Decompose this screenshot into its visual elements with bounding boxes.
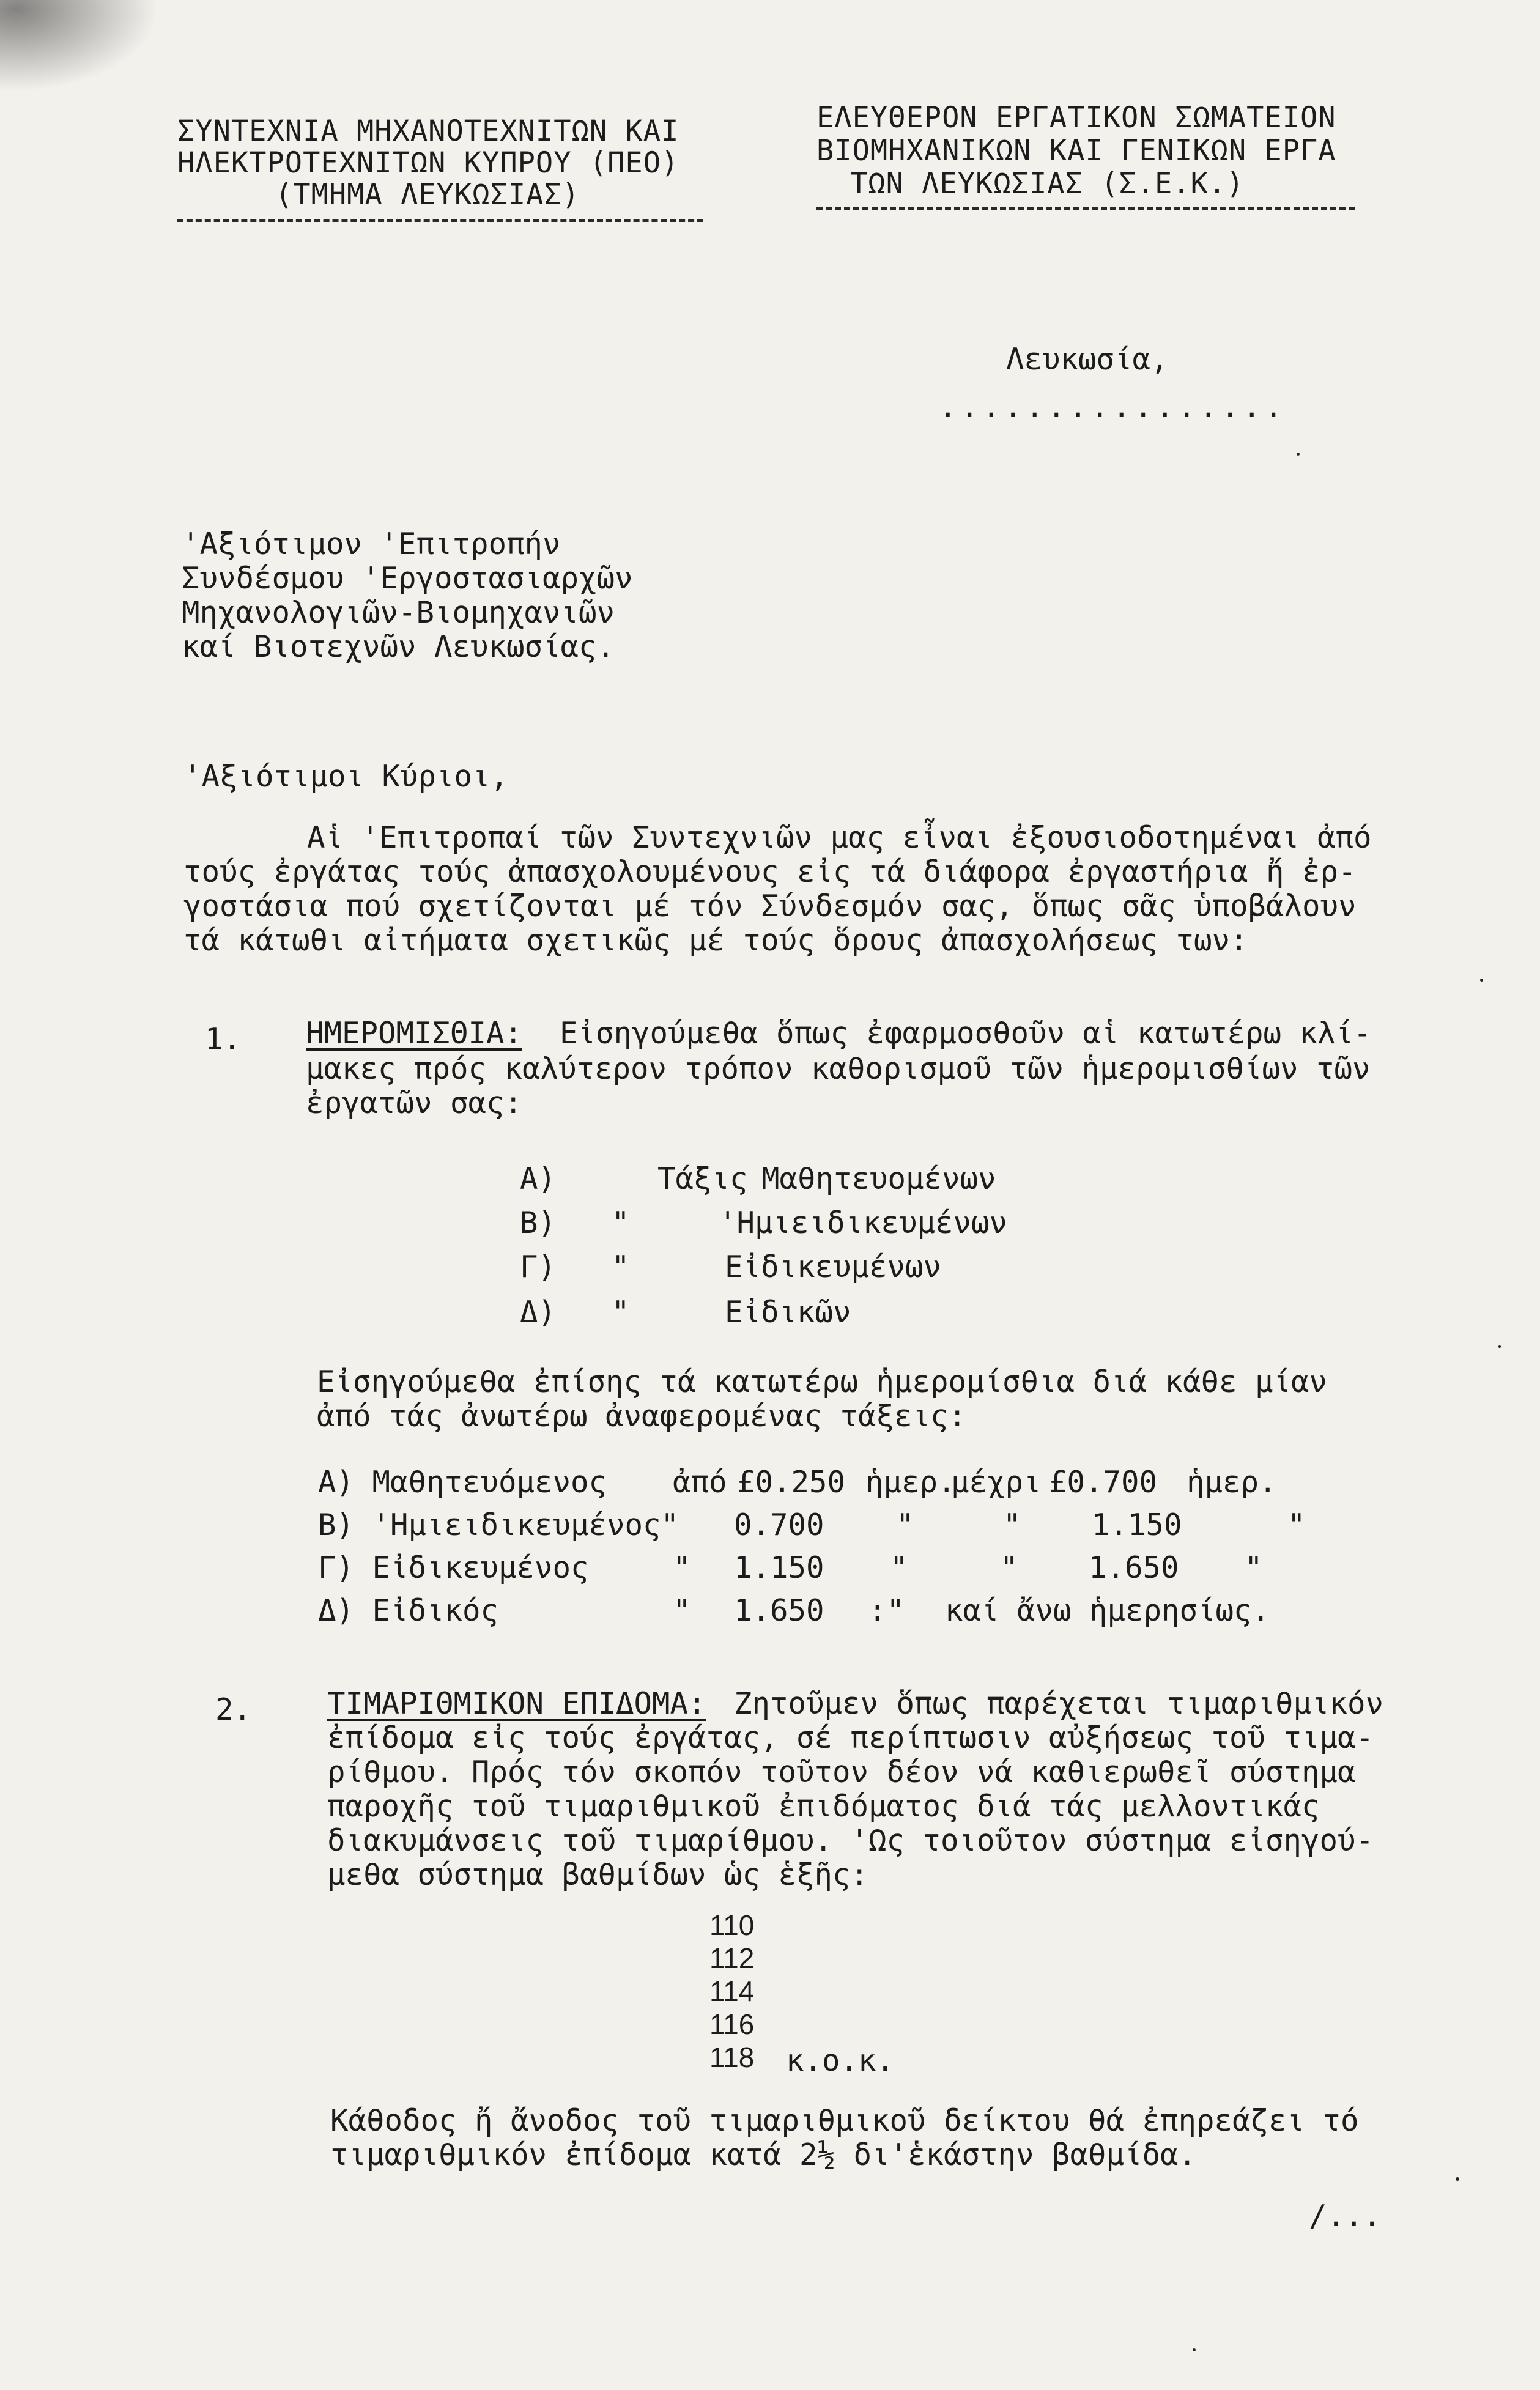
wage-from-c: 1.150: [734, 1550, 824, 1585]
grades-etc: κ.ο.κ.: [786, 2043, 895, 2078]
wage-label-d: Δ) Εἰδικός: [318, 1593, 499, 1628]
class-name-b: 'Ημιειδικευμένων: [719, 1205, 1008, 1240]
class-letter-c: Γ): [520, 1249, 557, 1284]
place: Λευκωσία,: [1006, 342, 1169, 377]
wage-from-d: 1.650: [734, 1593, 824, 1628]
intro-line-2: τούς ἐργάτας τούς ἀπασχολουμένους εἰς τά διάφορα ἐργαστήρια ἤ ἐρ-: [183, 854, 1357, 889]
section1-number: 1.: [205, 1022, 242, 1057]
wage-tail-a: ἡμερ.: [1186, 1465, 1277, 1500]
intro-line-4: τά κάτωθι αἰτήματα σχετικῶς μέ τούς ὅρους ἀπασχολήσεως των:: [183, 923, 1248, 958]
grade-1: 110: [709, 1909, 755, 1941]
wage-to-word-d: καί ἄνω ἡμερησίως.: [945, 1593, 1270, 1628]
wage-label-b: Β) 'Ημιειδικευμένος": [318, 1508, 679, 1542]
grade-2: 112: [709, 1942, 755, 1974]
wage-label-c: Γ) Εἰδικευμένος: [318, 1550, 589, 1585]
section1-line-3: ἐργατῶν σας:: [306, 1086, 523, 1120]
intro-line-3: γοστάσια πού σχετίζονται μέ τόν Σύνδεσμόν σας, ὅπως σᾶς ὑποβάλουν: [183, 889, 1357, 923]
date-placeholder: ................: [939, 390, 1287, 424]
class-name-a: Μαθητευομένων: [761, 1161, 996, 1196]
section2-line-4: παροχῆς τοῦ τιμαριθμικοῦ ἐπιδόματος διά τάς μελλοντικάς: [327, 1789, 1320, 1824]
wage-to-c: 1.650: [1089, 1550, 1179, 1585]
section2-heading: ΤΙΜΑΡΙΘΜΙΚΟΝ ΕΠΙΔΟΜΑ:: [327, 1686, 706, 1721]
class-letter-b: Β): [520, 1205, 557, 1240]
scan-stain: [0, 0, 159, 92]
wages-intro-line-1: Εἰσηγούμεθα ἐπίσης τά κατωτέρω ἡμερομίσθια διά κάθε μίαν: [317, 1364, 1328, 1399]
scan-speck: [1456, 2177, 1459, 2181]
wage-to-word-a: μέχρι: [951, 1465, 1042, 1500]
scan-speck: [1297, 453, 1300, 456]
header-right-line-2: ΒΙΟΜΗΧΑΝΙΚΩΝ ΚΑΙ ΓΕΝΙΚΩΝ ΕΡΓΑ: [816, 134, 1336, 168]
recipient-line-4: καί Βιοτεχνῶν Λευκωσίας.: [182, 629, 615, 664]
class-ditto-d: ": [612, 1295, 630, 1330]
continuation-mark: /...: [1309, 2199, 1382, 2233]
section2-line-5: διακυμάνσεις τοῦ τιμαρίθμου. 'Ως τοιοῦτον σύστημα εἰσηγού-: [327, 1823, 1374, 1858]
closing-line-1: Κάθοδος ἤ ἄνοδος τοῦ τιμαριθμικοῦ δείκτου θά ἐπηρεάζει τό: [330, 2103, 1359, 2138]
class-letter-a: Α): [520, 1161, 557, 1196]
section2-line-6: μεθα σύστημα βαθμίδων ὡς ἑξῆς:: [327, 1857, 869, 1892]
wage-unit-d: :": [868, 1593, 905, 1628]
section1-first-line: Εἰσηγούμεθα ὅπως ἐφαρμοσθοῦν αἱ κατωτέρω κλί-: [560, 1016, 1372, 1051]
wage-unit-a: ἡμερ.: [865, 1465, 956, 1500]
class-ditto-a: Τάξις: [657, 1161, 748, 1196]
wage-to-a: £0.700: [1049, 1465, 1158, 1500]
wage-to-word-b: ": [1003, 1508, 1021, 1542]
class-name-d: Εἰδικῶν: [725, 1295, 851, 1330]
header-left-rule: [177, 219, 703, 222]
wage-unit-b: ": [896, 1508, 914, 1542]
class-name-c: Εἰδικευμένων: [725, 1249, 942, 1284]
wages-intro-line-2: ἀπό τάς ἀνωτέρω ἀναφερομένας τάξεις:: [317, 1399, 967, 1434]
wage-to-b: 1.150: [1092, 1508, 1182, 1542]
wage-label-a: Α) Μαθητευόμενος: [318, 1465, 607, 1500]
header-left-line-3: (ΤΜΗΜΑ ΛΕΥΚΩΣΙΑΣ): [275, 178, 580, 212]
section2-number: 2.: [215, 1692, 252, 1727]
salutation: 'Αξιότιμοι Κύριοι,: [183, 759, 509, 794]
wage-from-word-c: ": [673, 1550, 691, 1585]
scan-speck: [1498, 1345, 1501, 1348]
wage-tail-b: ": [1287, 1508, 1306, 1542]
wage-unit-c: ": [890, 1550, 908, 1585]
grade-3: 114: [709, 1975, 755, 2007]
closing-line-2: τιμαριθμικόν ἐπίδομα κατά 2½ δι'ἑκάστην βαθμίδα.: [330, 2137, 1197, 2172]
wage-from-a: £0.250: [737, 1465, 846, 1500]
header-right-line-1: ΕΛΕΥΘΕΡΟΝ ΕΡΓΑΤΙΚΟΝ ΣΩΜΑΤΕΙΟΝ: [816, 101, 1336, 135]
section1-heading: ΗΜΕΡΟΜΙΣΘΙΑ:: [306, 1016, 523, 1051]
wage-tail-c: ": [1245, 1550, 1263, 1585]
intro-line-1: Αἱ 'Επιτροπαί τῶν Συντεχνιῶν μας εἶναι ἐξουσιοδοτημέναι ἀπό: [307, 820, 1372, 855]
header-left-line-2: ΗΛΕΚΤΡΟΤΕΧΝΙΤΩΝ ΚΥΠΡΟΥ (ΠΕΟ): [177, 146, 679, 180]
wage-from-word-a: ἀπό: [673, 1465, 727, 1500]
section2-line-3: ρίθμου. Πρός τόν σκοπόν τοῦτον δέον νά καθιερωθεῖ σύστημα: [327, 1755, 1356, 1789]
header-right-rule: [816, 207, 1355, 210]
header-right-line-3: ΤΩΝ ΛΕΥΚΩΣΙΑΣ (Σ.Ε.Κ.): [850, 167, 1245, 201]
scan-speck: [1193, 2348, 1196, 2351]
scan-speck: [1480, 979, 1483, 982]
wage-from-word-d: ": [673, 1593, 691, 1628]
class-ditto-c: ": [612, 1249, 630, 1284]
section2-first-line: Ζητοῦμεν ὅπως παρέχεται τιμαριθμικόν: [734, 1686, 1384, 1721]
section2-line-2: ἐπίδομα εἰς τούς ἐργάτας, σέ περίπτωσιν αὐξήσεως τοῦ τιμα-: [327, 1720, 1374, 1755]
wage-to-word-c: ": [1000, 1550, 1018, 1585]
recipient-line-1: 'Αξιότιμον 'Επιτροπήν: [182, 527, 561, 561]
class-ditto-b: ": [612, 1205, 630, 1240]
grade-4: 116: [709, 2008, 755, 2040]
header-left-line-1: ΣΥΝΤΕΧΝΙΑ ΜΗΧΑΝΟΤΕΧΝΙΤΩΝ ΚΑΙ: [177, 114, 679, 148]
recipient-line-2: Συνδέσμου 'Εργοστασιαρχῶν: [182, 561, 633, 596]
class-letter-d: Δ): [520, 1295, 557, 1330]
section1-line-2: μακες πρός καλύτερον τρόπον καθορισμοῦ τῶν ἡμερομισθίων τῶν: [306, 1051, 1371, 1086]
recipient-line-3: Μηχανολογιῶν-Βιομηχανιῶν: [182, 595, 615, 630]
wage-from-b: 0.700: [734, 1508, 824, 1542]
grade-5: 118: [709, 2041, 755, 2073]
